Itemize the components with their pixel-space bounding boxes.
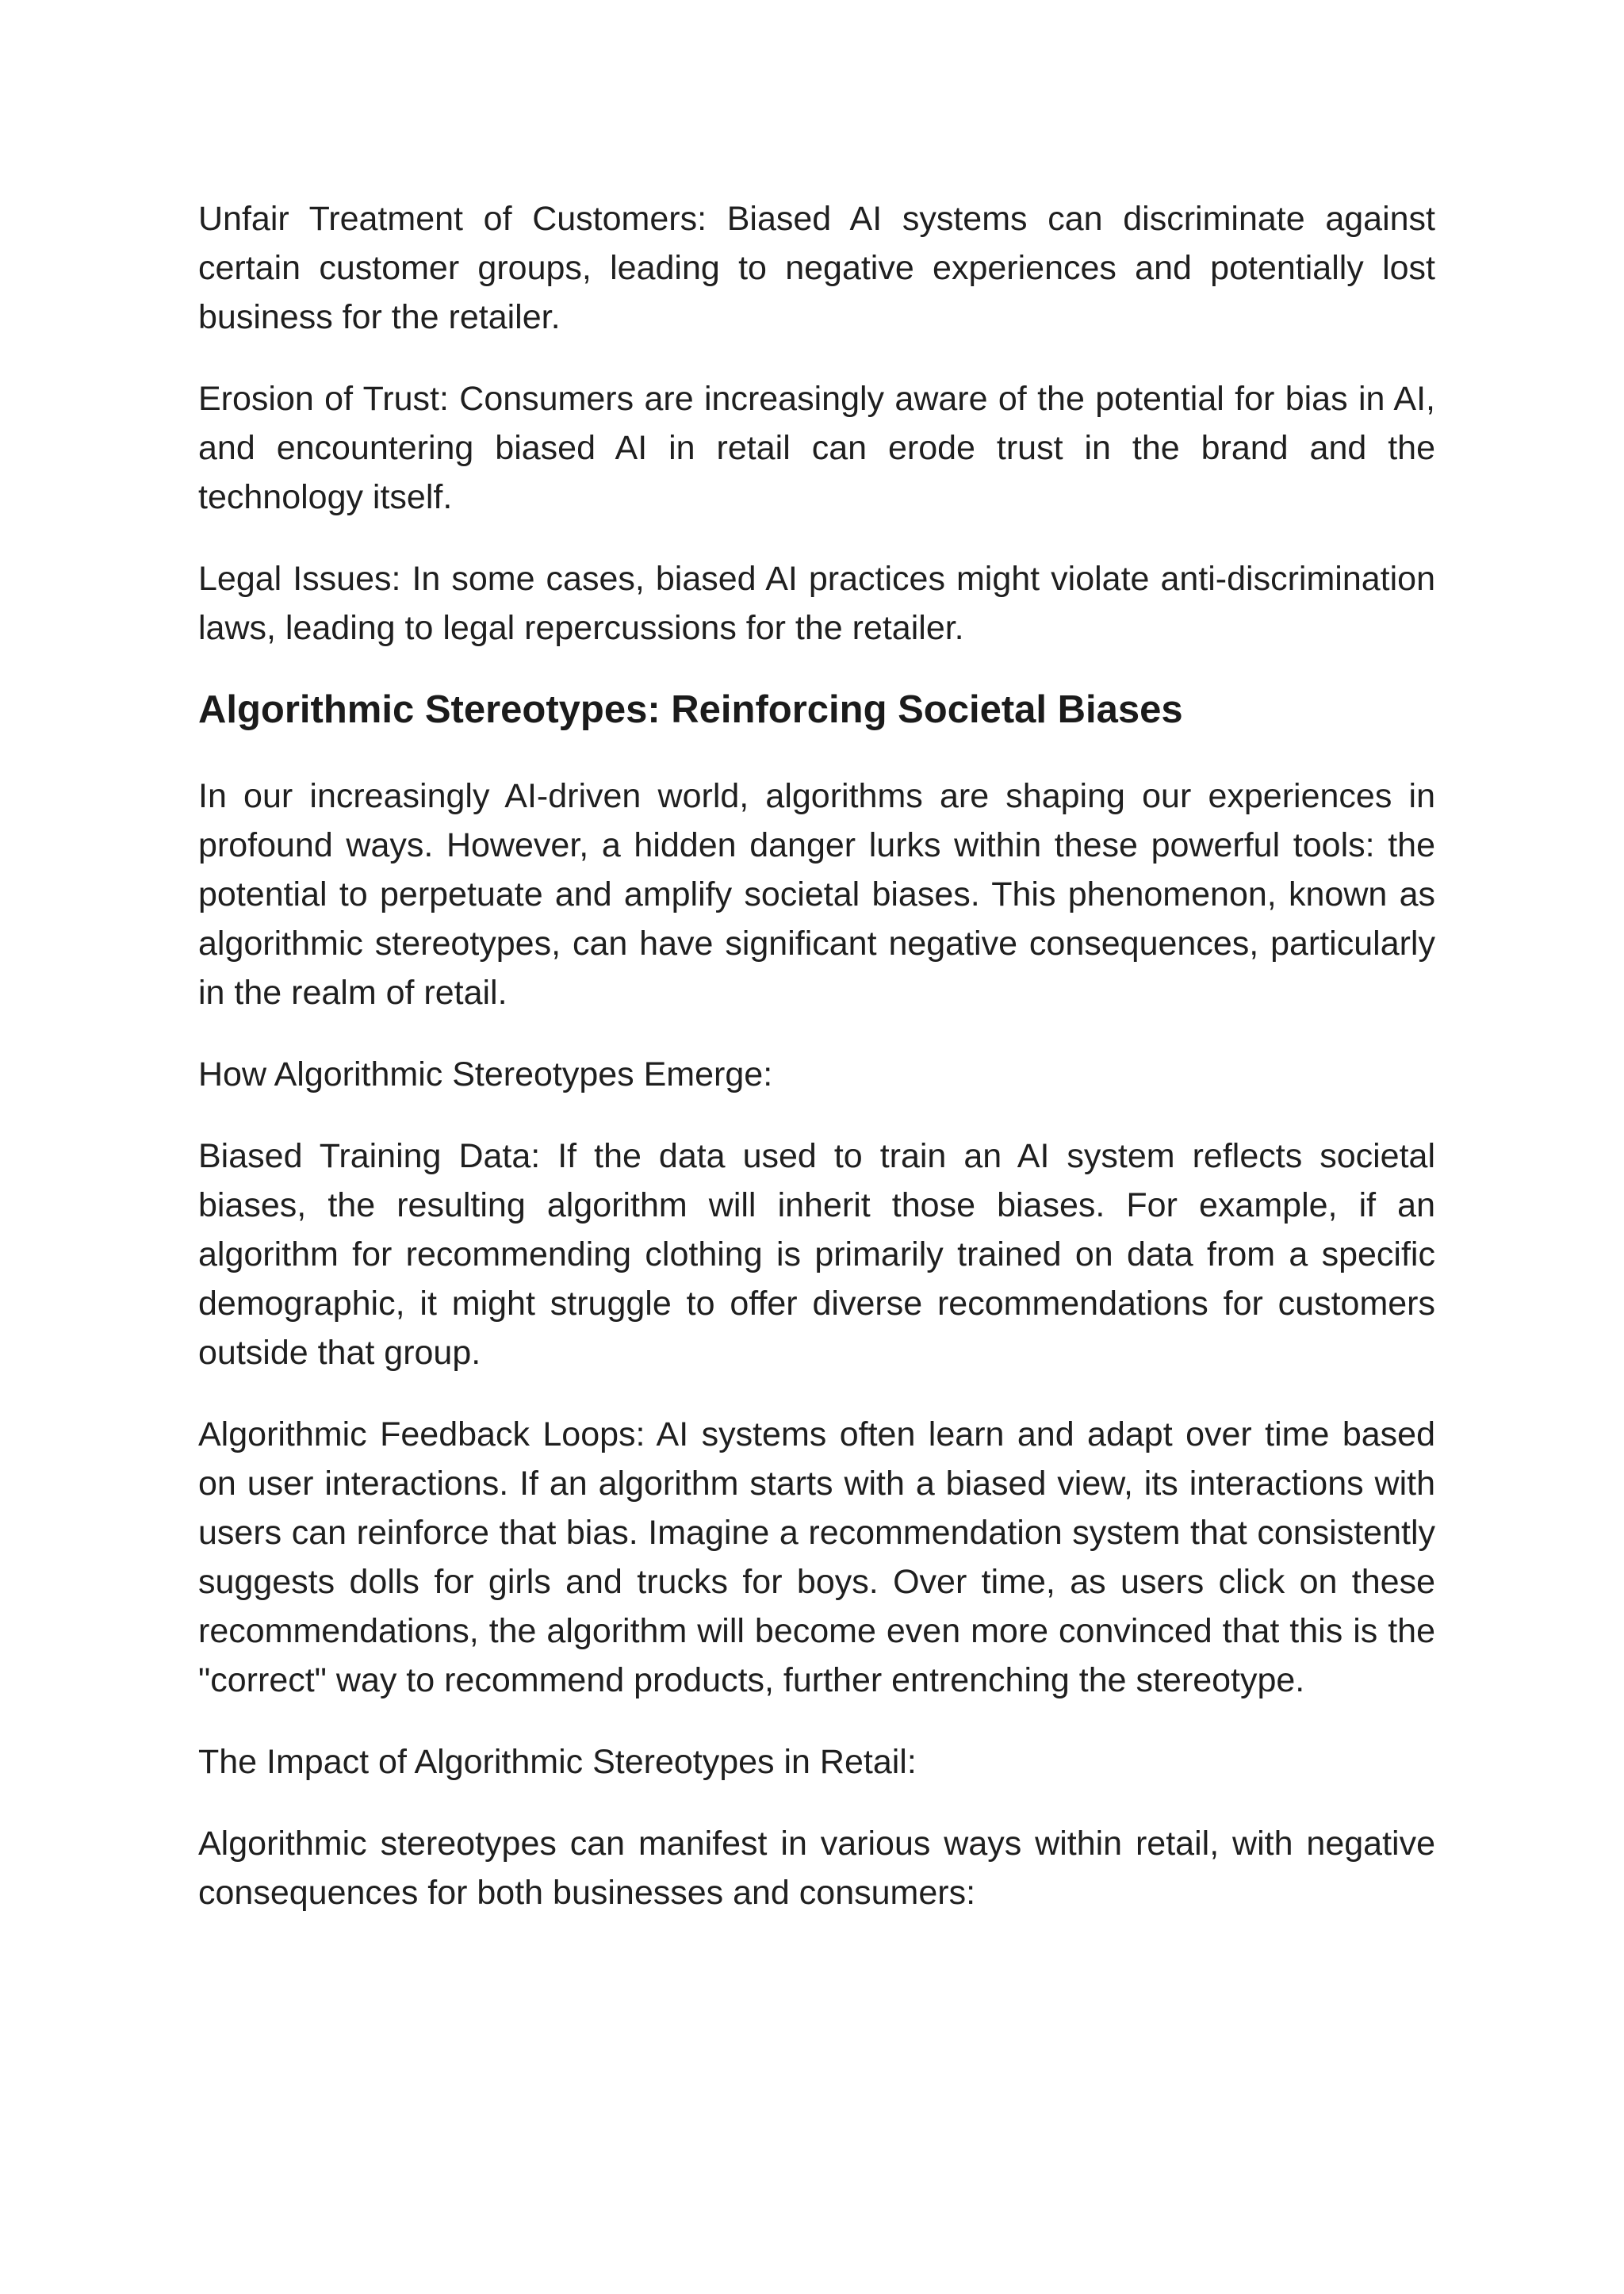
document-body (198, 194, 1435, 1950)
paragraph-impact-heading: The Impact of Algorithmic Stereotypes in Retail: (198, 1743, 917, 1781)
paragraph-intro: In our increasingly AI-driven world, algorithms are shaping our experiences in profound ways. However, a hidden danger lurks within these powerful tools: the potential to perpetuate and amplify societal biases. This phenomenon, known as algorithmic stereotypes, can have significant negative consequences, particularly in the realm of retail. (198, 777, 1435, 1012)
paragraph-unfair-treatment: Unfair Treatment of Customers: Biased AI systems can discriminate against certain customer groups, leading to negative experiences and potentially lost business for the retailer. (198, 200, 1435, 336)
paragraph-biased-training-data: Biased Training Data: If the data used to train an AI system reflects societal biases, the resulting algorithm will inherit those biases. For example, if an algorithm for recommending clothing is primarily trained on data from a specific demographic, it might struggle to offer diverse recommendations for customers outside that group. (198, 1137, 1435, 1372)
paragraph-how-emerge: How Algorithmic Stereotypes Emerge: (198, 1055, 773, 1093)
paragraph-legal-issues: Legal Issues: In some cases, biased AI practices might violate anti-discrimination laws, leading to legal repercussions for the retailer. (198, 560, 1435, 647)
section-heading: Algorithmic Stereotypes: Reinforcing Societal Biases (198, 688, 1183, 731)
paragraph-feedback-loops: Algorithmic Feedback Loops: AI systems often learn and adapt over time based on user interactions. If an algorithm starts with a biased view, its interactions with users can reinforce that bias. Imagine a recommendation system that consistently suggests dolls for girls and trucks for boys. Over time, as users click on these recommendations, the algorithm will become even more convinced that this is the "correct" way to recommend products, further entrenching the stereotype. (198, 1415, 1435, 1699)
paragraph-erosion-of-trust: Erosion of Trust: Consumers are increasingly aware of the potential for bias in AI, and encountering biased AI in retail can erode trust in the brand and the technology itself. (198, 380, 1435, 516)
paragraph-manifest: Algorithmic stereotypes can manifest in various ways within retail, with negative consequences for both businesses and consumers: (198, 1825, 1435, 1912)
